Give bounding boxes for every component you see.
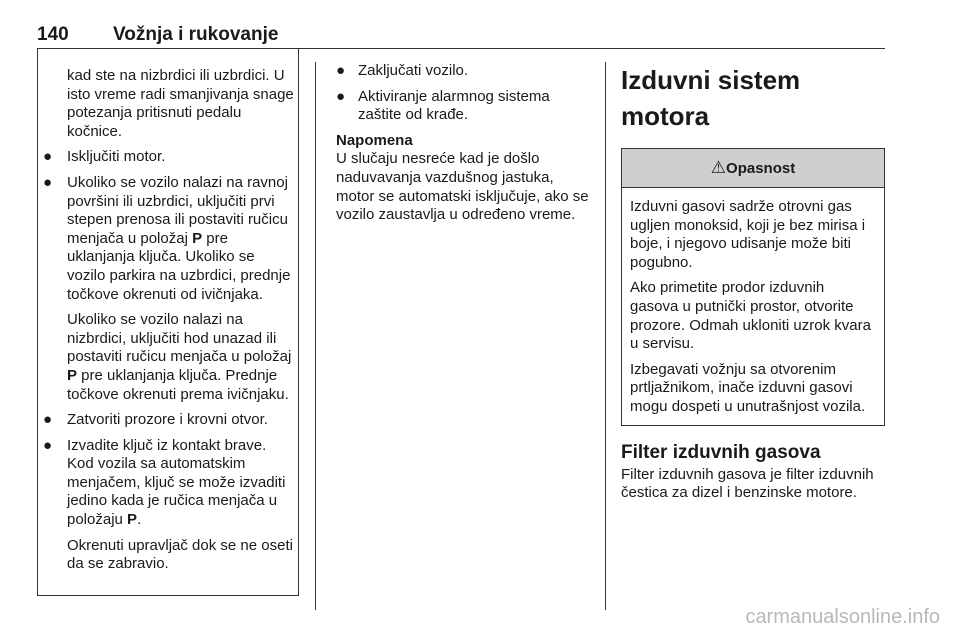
note-text: U slučaju nesreće kad je došlo naduvavanja vazdušnog jastuka, motor se automatski isključuje, ako se vozilo zaustavlja u određeno vreme. [336,150,589,224]
warning-triangle-icon: ⚠ [710,158,727,177]
downhill-paragraph: Ukoliko se vozilo nalazi na nizbrdici, uključiti hod unazad ili postaviti ručicu menjača u položaj P pre uklanjanja ključa. Prednje točkove okrenuti prema ivičnjaku. [67,311,292,403]
warning-box [621,148,885,426]
bullet-text: Isključiti motor. [67,148,166,166]
column-divider-2 [605,62,606,610]
list-item [38,174,298,304]
instruction-box [37,48,299,596]
bullet-text: Izvadite ključ iz kontakt brave. Kod vozila sa automatskim menjačem, ključ se može izvaditi jedino kada je ručica menjača u položaju P. [67,436,286,529]
warning-body [622,188,884,425]
bullet-icon: ● [43,436,53,454]
list-item [336,62,590,81]
bullet-text: Zatvoriti prozore i krovni otvor. [67,411,268,429]
subsection-heading: Filter izduvnih gasova [621,441,821,463]
bullet-text: Aktiviranje alarmnog sistema zaštite od krađe. [358,87,550,124]
warning-paragraph: Ako primetite prodor izduvnih gasova u putnički prostor, otvorite prozore. Odmah ukloniti uzrok kvara u servisu. [630,279,871,353]
bullet-text: Ukoliko se vozilo nalazi na ravnoj površini ili uzbrdici, uključiti prvi stepen prenosa ili postaviti ručicu menjača u položaj P pre uklanjanja ključa. Ukoliko se vozilo parkira na uzbrdici, prednje točkove okrenuti od ivičnjaka. [67,173,291,303]
continued-text: kad ste na nizbrdici ili uzbrdici. U isto vreme radi smanjivanja snage potezanja pritisnuti pedalu kočnice. [67,67,294,140]
note-heading: Napomena [336,131,413,149]
right-column [621,62,885,503]
column-divider-1 [315,62,316,610]
filter-text: Filter izduvnih gasova je filter izduvnih čestica za dizel i benzinske motore. [621,465,874,502]
chapter-title: Vožnja i rukovanje [113,24,279,45]
list-item [336,88,590,125]
bullet-icon: ● [336,62,346,79]
warning-paragraph: Izduvni gasovi sadrže otrovni gas ugljen monoksid, koji je bez mirisa i boje, i njegovo udisanje može biti pogubno. [630,198,866,271]
list-item [38,437,298,530]
bullet-icon: ● [43,173,53,191]
list-item [38,148,298,167]
warning-title: Opasnost [726,160,796,177]
warning-paragraph: Izbegavati vožnju sa otvorenim prtljažnikom, inače izduvni gasovi mogu dospeti u unutrašnjost vozila. [630,360,866,415]
section-heading: Izduvni sistem motora [621,65,801,131]
bullet-text: Zaključati vozilo. [358,62,469,79]
watermark: carmanualsonline.info [745,606,940,628]
middle-column [336,62,590,225]
bullet-icon: ● [336,87,346,105]
list-item [38,411,298,430]
page-number: 140 [37,24,69,45]
warning-header [622,149,884,188]
page-header [37,0,885,49]
bullet-icon: ● [43,411,53,429]
bullet-icon: ● [43,148,53,166]
steering-lock-paragraph: Okrenuti upravljač dok se ne oseti da se zabravio. [67,536,293,573]
